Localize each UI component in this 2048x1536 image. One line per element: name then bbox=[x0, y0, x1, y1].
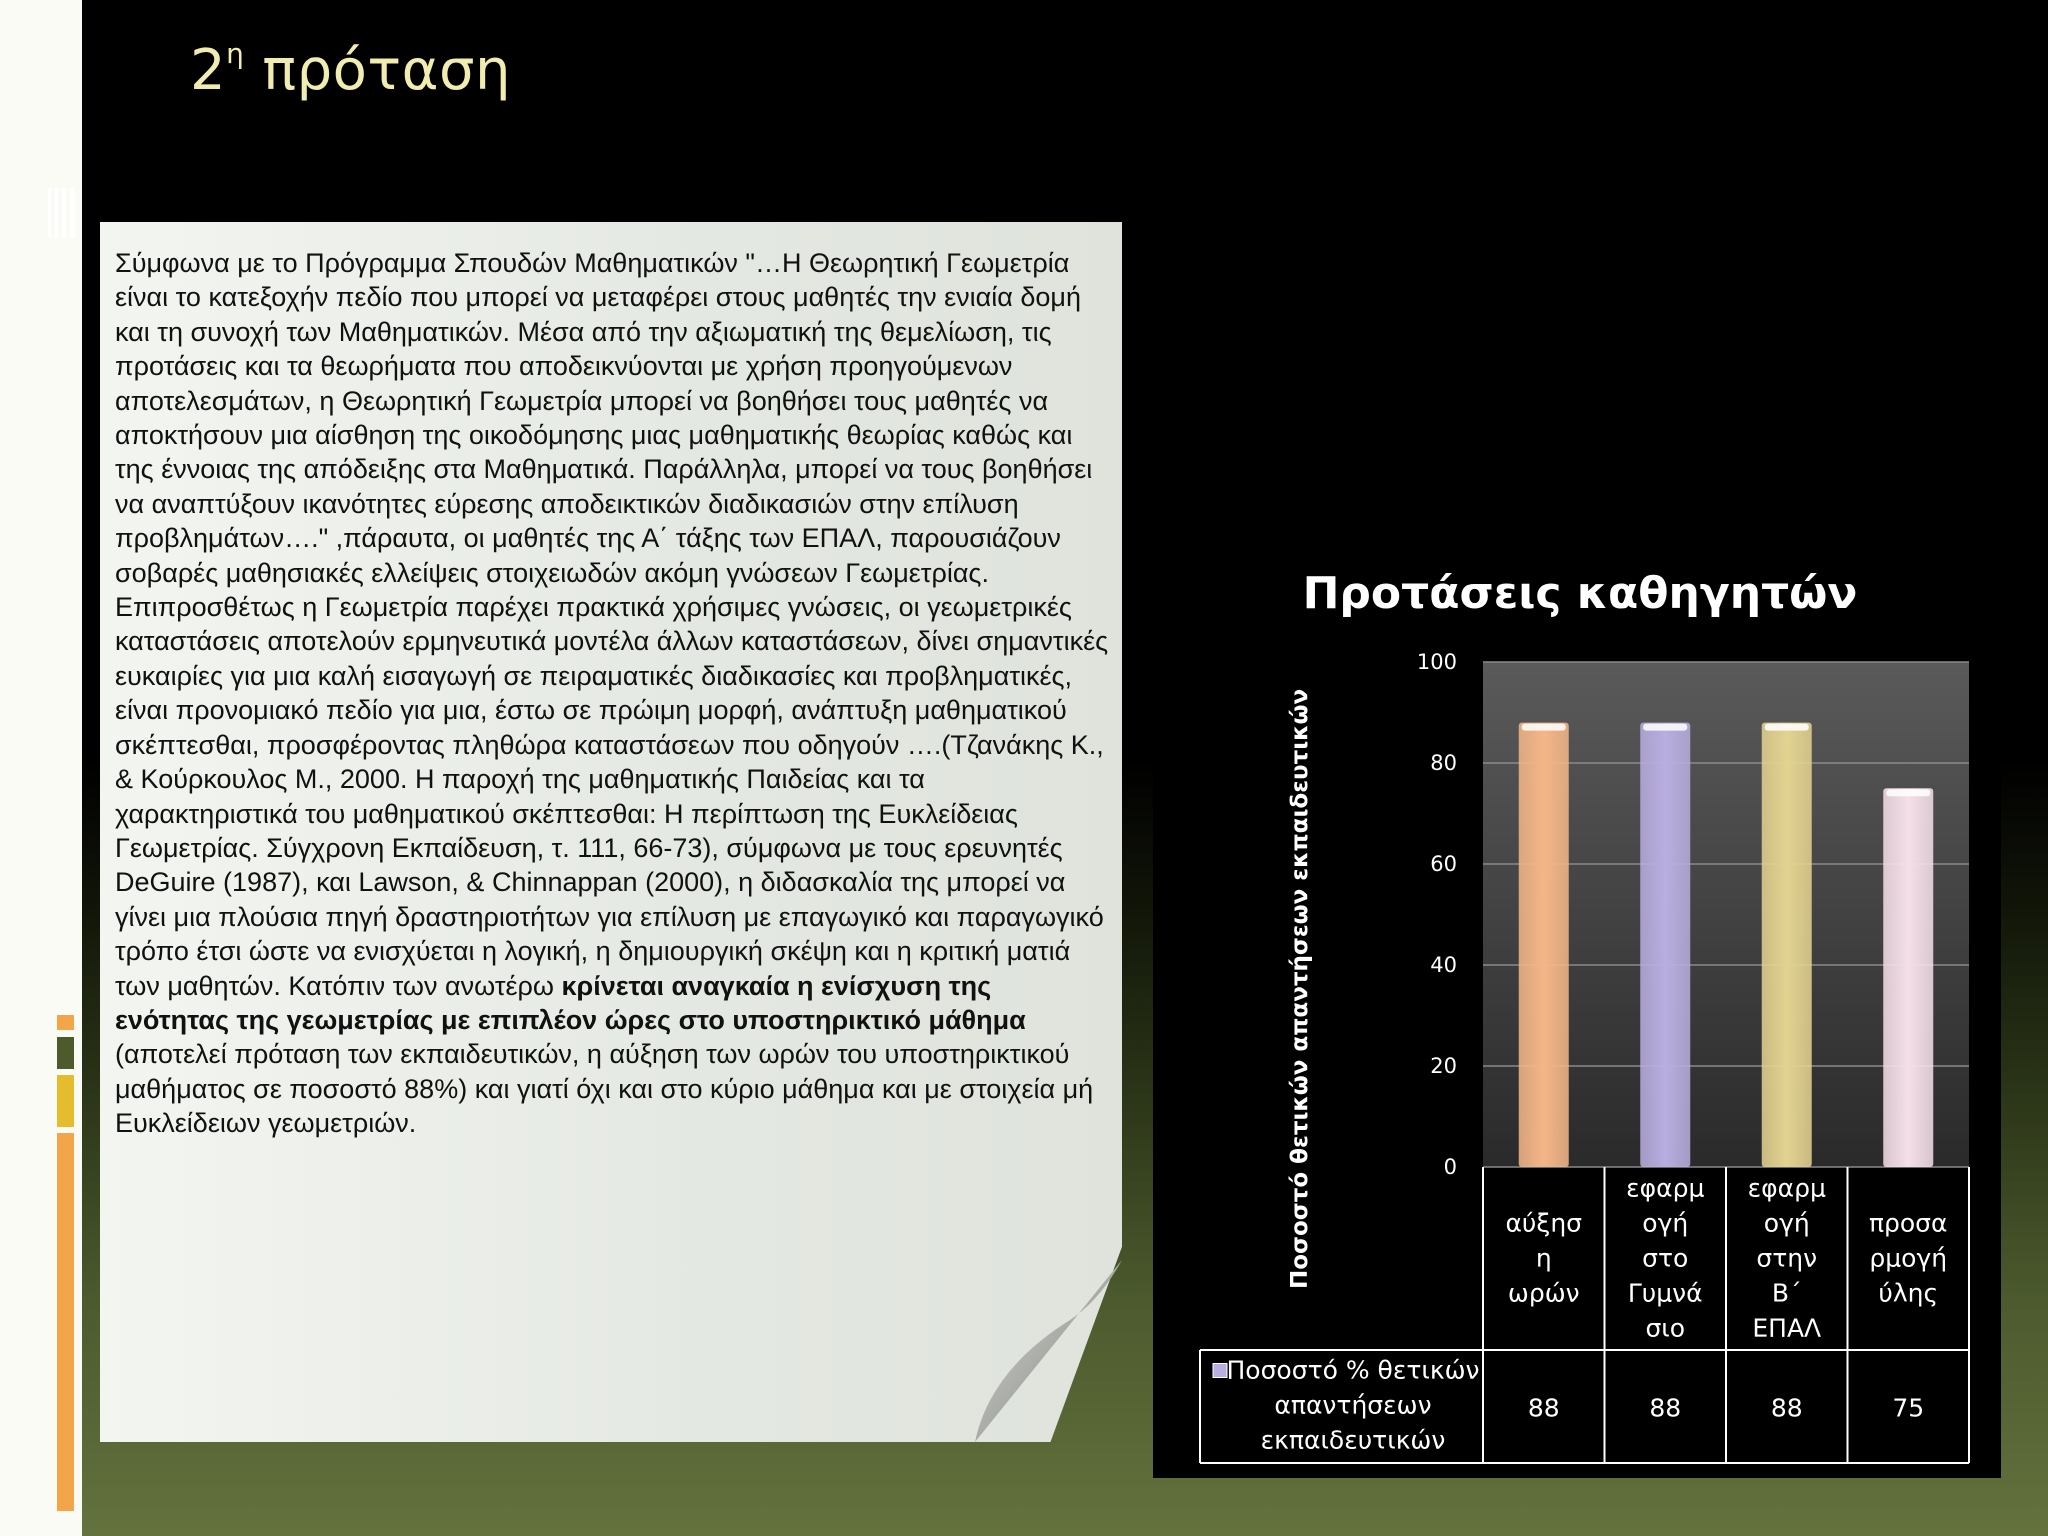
body-text-part2: (αποτελεί πρόταση των εκπαιδευτικών, η αύξηση των ωρών του υποστηρικτικού μαθήματος σε ποσοστό 88%) και γιατί όχι και στο κύριο μάθημα και με στοιχεία μή Ευκλείδειων γεωμετριών. bbox=[115, 1039, 1094, 1139]
body-paragraph bbox=[115, 246, 1111, 1141]
bar bbox=[1519, 723, 1569, 1167]
x-tick-label: εφαρμ bbox=[1747, 1173, 1826, 1203]
data-table-value: 88 bbox=[1649, 1393, 1682, 1423]
y-axis-label: Ποσοστό θετικών απαντήσεων εκπαιδευτικών bbox=[1287, 688, 1313, 1289]
y-tick-label: 80 bbox=[1430, 751, 1457, 775]
x-tick-label: ογή bbox=[1642, 1208, 1689, 1238]
bar-highlight bbox=[1886, 789, 1930, 796]
page-curl-icon bbox=[950, 1260, 1122, 1442]
x-tick-label: ΕΠΑΛ bbox=[1752, 1313, 1822, 1343]
bar bbox=[1640, 723, 1690, 1167]
body-text-part1: Σύμφωνα με το Πρόγραμμα Σπουδών Μαθηματικών "…Η Θεωρητική Γεωμετρία είναι το κατεξοχήν πεδίο που μπορεί να μεταφέρει στους μαθητές την ενιαία δομή και τη συνοχή των Μαθηματικών. Μέσα από την αξιωματική της θεμελίωση, τις προτάσεις και τα θεωρήματα που αποδεικνύονται με χρήση προηγούμενων αποτελεσμάτων, η Θεωρητική Γεωμετρία μπορεί να βοηθήσει τους μαθητές να αποκτήσουν μια αίσθηση της οικοδόμησης μιας μαθηματικής θεωρίας καθώς και της έννοιας της απόδειξης στα Μαθηματικά. Παράλληλα, μπορεί να τους βοηθήσει να αναπτύξουν ικανότητες εύρεσης αποδεικτικών διαδικασιών στην επίλυση προβλημάτων…." ,πάραυτα, οι μαθητές της Α΄ τάξης των ΕΠΑΛ, παρουσιάζουν σοβαρές μαθησιακές ελλείψεις στοιχειωδών ακόμη γνώσεων Γεωμετρίας. Επιπροσθέτως η Γεωμετρία παρέχει πρακτικά χρήσιμες γνώσεις, οι γεωμετρικές καταστάσεις αποτελούν ερμηνευτικά μοντέλα άλλων καταστάσεων, δίνει σημαντικές ευκαιρίες για μια καλή εισαγωγή σε πειραματικές διαδικασίες και προβληματικές, είναι προνομιακό πεδίο για μια, έστω σε πρώιμη μορφή, ανάπτυξη μαθηματικού σκέπτεσθαι, προσφέροντας πληθώρα καταστάσεων που οδηγούν ….(Τζανάκης Κ., & Κούρκουλος Μ., 2000. Η παροχή της μαθηματικής Παιδείας και τα χαρακτηριστικά του μαθηματικού σκέπτεσθαι: Η περίπτωση της Ευκλείδειας Γεωμετρίας. Σύγχρονη Εκπαίδευση, τ. 111, 66-73), σύμφωνα με τους ερευνητές DeGuire (1987), και Lawson, & Chinnappan (2000), η διδασκαλία της μπορεί να γίνει μια πλούσια πηγή δραστηριοτήτων για επίλυση με επαγωγικό και παραγωγικό τρόπο έτσι ώστε να ενισχύεται η λογική, η δημιουργική σκέψη και η κριτική ματιά των μαθητών. Κατόπιν των ανωτέρω bbox=[115, 248, 1109, 1001]
decor-lines-icon bbox=[48, 188, 82, 238]
x-tick-label: ύλης bbox=[1878, 1278, 1939, 1308]
title-text: πρόταση bbox=[262, 38, 512, 103]
strip-bar-orange-long bbox=[57, 1133, 74, 1511]
data-table-value: 88 bbox=[1527, 1393, 1560, 1423]
strip-bar-olive bbox=[57, 1037, 74, 1069]
legend-series-name: εκπαιδευτικών bbox=[1260, 1425, 1446, 1455]
title-superscript: η bbox=[226, 37, 245, 71]
y-tick-label: 60 bbox=[1430, 852, 1457, 876]
legend-series-name: απαντήσεων bbox=[1274, 1390, 1432, 1420]
x-tick-label: ωρών bbox=[1507, 1278, 1580, 1308]
slide-title bbox=[190, 38, 511, 103]
x-tick-label: η bbox=[1535, 1243, 1552, 1273]
title-number: 2 bbox=[190, 38, 227, 103]
x-tick-label: εφαρμ bbox=[1626, 1173, 1705, 1203]
x-tick-label: αύξησ bbox=[1505, 1208, 1583, 1238]
legend-series-name: Ποσοστό % θετικών bbox=[1226, 1355, 1480, 1385]
x-tick-label: Γυμνά bbox=[1627, 1278, 1703, 1308]
y-tick-label: 0 bbox=[1443, 1155, 1457, 1179]
strip-bar-gold bbox=[57, 1075, 74, 1127]
bar-highlight bbox=[1643, 724, 1687, 731]
x-tick-label: ογή bbox=[1763, 1208, 1810, 1238]
x-tick-label: στην bbox=[1756, 1243, 1818, 1273]
bar-highlight bbox=[1522, 724, 1566, 731]
bar bbox=[1762, 723, 1812, 1167]
x-tick-label: σιο bbox=[1645, 1313, 1686, 1343]
data-table-value: 75 bbox=[1892, 1393, 1925, 1423]
x-tick-label: προσα bbox=[1868, 1208, 1948, 1238]
data-table-value: 88 bbox=[1770, 1393, 1803, 1423]
bar-highlight bbox=[1765, 724, 1809, 731]
bar bbox=[1883, 788, 1933, 1167]
chart-title: Προτάσεις καθηγητών bbox=[1302, 568, 1858, 619]
y-tick-label: 100 bbox=[1416, 650, 1457, 674]
legend-key-icon bbox=[1213, 1364, 1227, 1378]
x-tick-label: ρμογή bbox=[1869, 1243, 1948, 1273]
x-tick-label: στο bbox=[1642, 1243, 1689, 1273]
strip-bar-orange-top bbox=[57, 1015, 74, 1030]
body-text-bold: κρίνεται αναγκαία η ενίσχυση της ενότητας της γεωμετρίας με επιπλέον ώρες στο υποστηρικτικό μάθημα bbox=[115, 970, 1026, 1035]
y-tick-label: 20 bbox=[1430, 1054, 1457, 1078]
y-tick-label: 40 bbox=[1430, 953, 1457, 977]
bar-chart bbox=[1153, 640, 2001, 1470]
x-tick-label: Β΄ bbox=[1771, 1278, 1802, 1308]
